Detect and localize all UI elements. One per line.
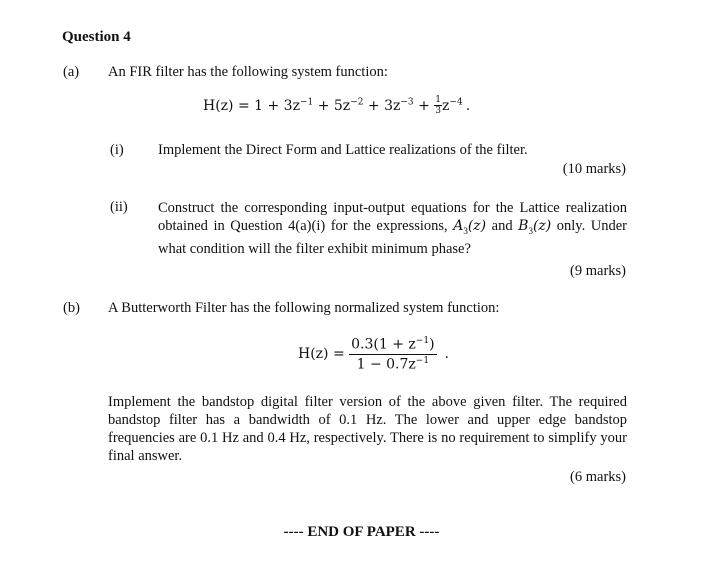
part-b-intro: A Butterworth Filter has the following normalized system function: [108,300,500,316]
fir-system-function-equation: $H(z) = 1 + 3z^{-1} + 5z^{-2} + 3z^{-3}$ + $\frac{1}{3}$ $z^{-4}$ . [203,95,471,116]
sub-ii-text: Construct the corresponding input-output equations for the Lattice realization obtained in Question 4(a)(i) for the expressions, $A_3(z)$ and $B_3(z)$ only. Under what condition will the filter exhibit minimum phase? [158,200,628,257]
question-heading: Question 4 [62,29,131,45]
sub-i-marks: (10 marks) [562,161,626,177]
part-a-label: (a) [63,64,80,80]
sub-i-text: Implement the Direct Form and Lattice realizations of the filter. [158,142,528,158]
end-of-paper: ---- END OF PAPER ---- [283,524,440,540]
part-a-intro: An FIR filter has the following system function: [108,64,388,80]
part-b-body: Implement the bandstop digital filter version of the above given filter. The required bandstop filter has a bandwidth of 0.1 Hz. The lower and upper edge bandstop frequencies are 0.1 Hz and 0.4 Hz, respectively. There is no requirement to simplify your final answer. [108,394,627,464]
sub-ii-marks: (9 marks) [570,263,626,279]
part-b-label: (b) [63,300,80,316]
part-b-marks: (6 marks) [570,469,626,485]
butterworth-system-function-equation: H(z) = $\frac{0.3(1 + z^{-1})}{1 - 0.7z^{-1}}$ . [298,336,449,373]
sub-i-label: (i) [110,142,124,158]
one-third-fraction: $\frac{1}{3}$ [435,95,442,116]
sub-ii-label: (ii) [110,199,128,215]
butterworth-fraction: $\frac{0.3(1 + z^{-1})}{1 - 0.7z^{-1}}$ [351,336,435,373]
